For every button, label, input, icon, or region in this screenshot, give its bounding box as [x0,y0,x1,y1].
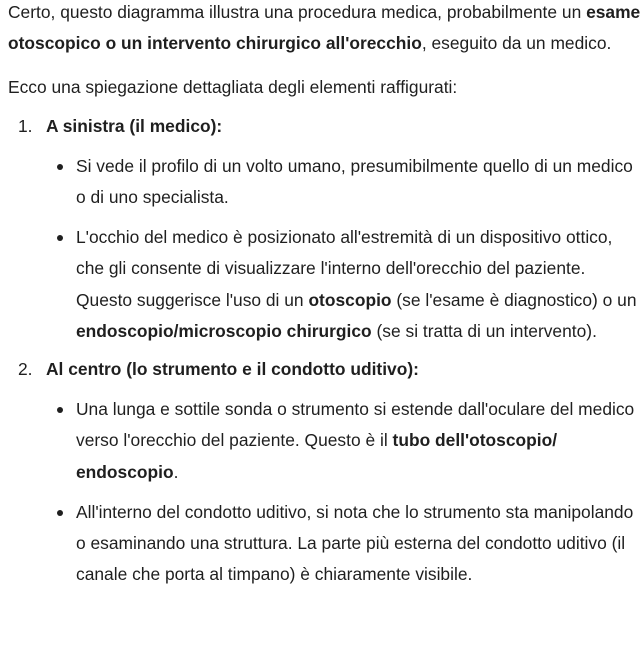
list-number: 2. [18,359,33,380]
bullet-text: (se si tratta di un intervento). [371,320,597,341]
bullet-dot [57,164,63,170]
bullet-text: . [173,461,179,482]
bullet-list [46,394,643,590]
bullet-bold-text: tubo dell'otoscopio/ endoscopio [76,430,558,482]
intro-text: Certo, questo diagramma illustra una procedura medica, probabilmente un [8,2,587,22]
bullet-dot [57,235,63,241]
bullet-dot [57,407,63,413]
bullet-item [46,497,643,591]
bullet-item [46,222,643,347]
bullet-text: Una lunga e sottile sonda o strumento si estende dall'oculare del medico verso l'orecchio del paziente. Questo è il [76,399,635,451]
intro-paragraph [8,0,643,59]
bullet-text: All'interno del condotto uditivo, si nota che lo strumento sta manipolando o esaminando una struttura. La parte più esterna del condotto uditivo (il canale che porta al timpano) è chiaramente visibile. [76,501,634,585]
bullet-list [46,151,643,347]
list-item-1 [8,111,643,347]
bullet-dot [57,510,63,516]
intro-bold-text: esame otoscopico o un intervento chirurgico all'orecchio [8,2,641,54]
bullet-item [46,151,643,213]
bullet-text: Si vede il profilo di un volto umano, presumibilmente quello di un medico o di uno specialista. [76,155,633,208]
bullet-bold-text: otoscopio [308,289,392,310]
section-heading: Al centro (lo strumento e il condotto uditivo): [46,359,419,380]
bullet-bold-text: endoscopio/microscopio chirurgico [76,320,372,341]
intro-text-end: , eseguito da un medico. [421,33,612,54]
list-item-2 [8,354,643,590]
bullet-item [46,394,643,488]
numbered-list [8,111,643,591]
bullet-text: L'occhio del medico è posizionato all'estremità di un dispositivo ottico, che gli consente di visualizzare l'interno dell'orecchio del paziente. Questo suggerisce l'uso di un [76,227,613,310]
section-heading: A sinistra (il medico): [46,115,223,136]
list-number: 1. [18,115,33,136]
bullet-text: (se l'esame è diagnostico) o un [391,289,637,310]
lead-paragraph: Ecco una spiegazione dettagliata degli elementi raffigurati: [8,77,458,98]
